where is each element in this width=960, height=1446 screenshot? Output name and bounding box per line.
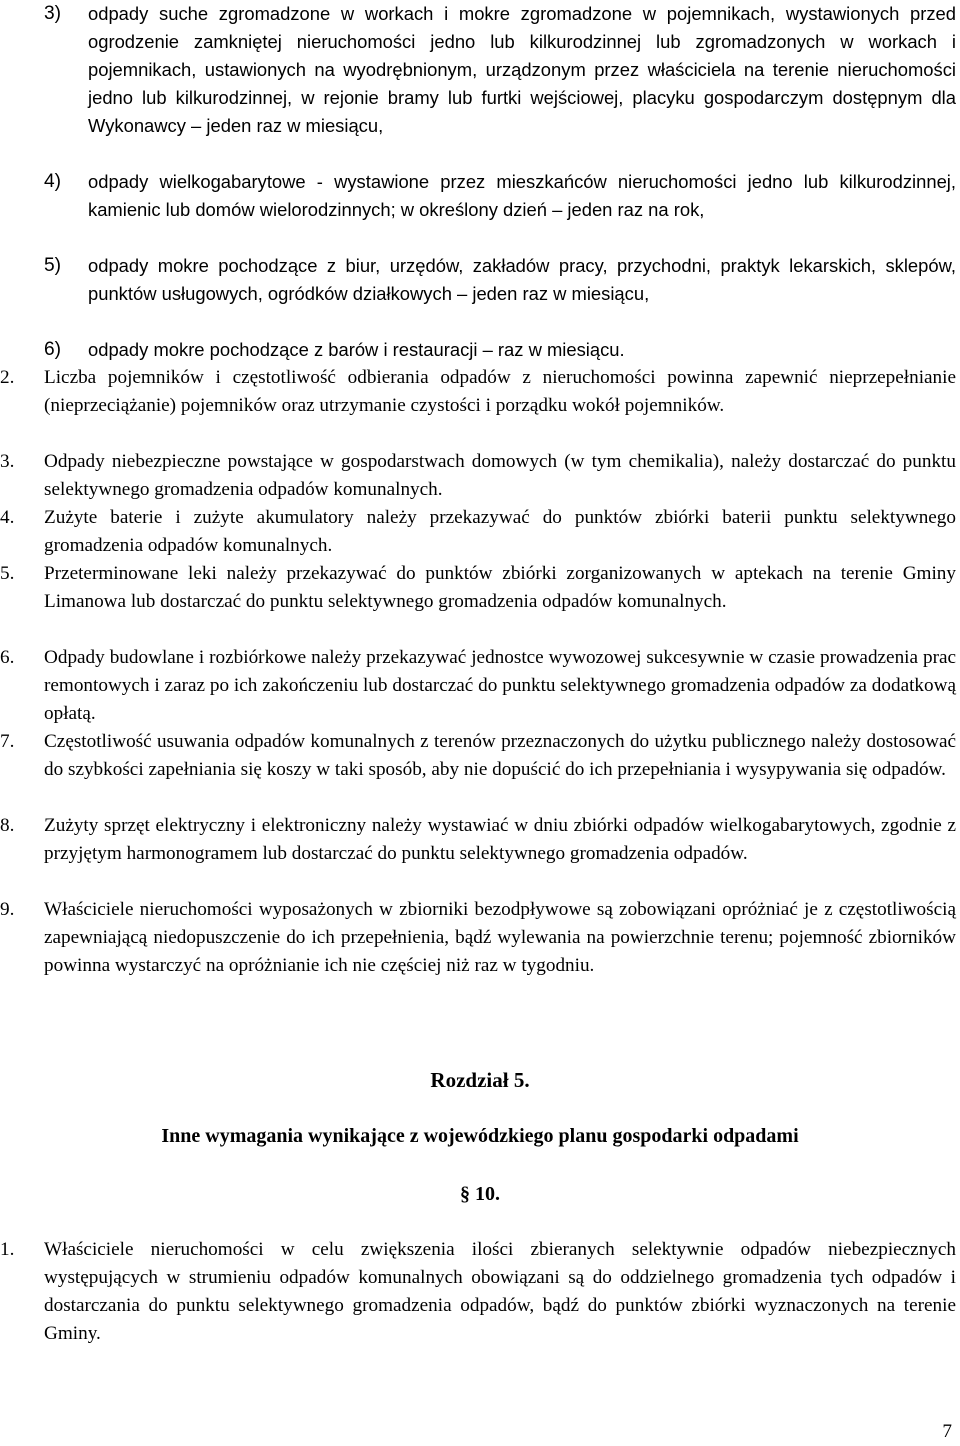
- numbered-item: [0, 812, 956, 868]
- list-item-number: 4): [44, 171, 62, 192]
- item-number: 8.: [0, 815, 15, 836]
- numbered-item: [0, 504, 956, 560]
- item-number: 4.: [0, 507, 15, 528]
- numbered-item: [0, 448, 956, 504]
- paragraph-heading: § 10.: [460, 1183, 500, 1205]
- item-number: 2.: [0, 367, 15, 388]
- item-text: Właściciele nieruchomości w celu zwiększenia ilości zbieranych selektywnie odpadów niebezpiecznych występujących w strumieniu odpadów komunalnych obowiązani są do oddzielnego gromadzenia tych odpadów i dostarczania do punktu selektywnego gromadzenia odpadów, bądź do punktów zbiórki wyznaczonych na terenie Gminy.: [44, 1239, 956, 1344]
- list-item-number: 3): [44, 3, 62, 24]
- list-item: [44, 336, 956, 364]
- list-item-text: odpady wielkogabarytowe - wystawione przez mieszkańców nieruchomości jedno lub kilkurodzinnej, kamienic lub domów wielorodzinnych; w określony dzień – jeden raz na rok,: [88, 171, 956, 220]
- item-number: 9.: [0, 899, 15, 920]
- item-number: 3.: [0, 451, 15, 472]
- list-item-number: 6): [44, 339, 62, 360]
- item-number: 6.: [0, 647, 15, 668]
- page-number: 7: [942, 1421, 952, 1442]
- numbered-item: [0, 560, 956, 616]
- item-text: Częstotliwość usuwania odpadów komunalnych z terenów przeznaczonych do użytku publicznego należy dostosować do szybkości zapełniania się koszy w taki sposób, aby nie dopuścić do ich przepełniania i wysypywania się odpadów.: [44, 731, 956, 780]
- list-item-text: odpady mokre pochodzące z barów i restauracji – raz w miesiącu.: [88, 339, 625, 360]
- numbered-item: [0, 1236, 956, 1348]
- item-number: 7.: [0, 731, 15, 752]
- numbered-item: [0, 896, 956, 980]
- list-item: [44, 168, 956, 224]
- item-text: Zużyty sprzęt elektryczny i elektroniczny należy wystawiać w dniu zbiórki odpadów wielkogabarytowych, zgodnie z przyjętym harmonogramem lub dostarczać do punktu selektywnego gromadzenia odpadów.: [44, 815, 956, 864]
- item-number: 5.: [0, 563, 15, 584]
- item-number: 1.: [0, 1239, 15, 1260]
- numbered-item: [0, 364, 956, 420]
- chapter-subtitle: Inne wymagania wynikające z wojewódzkiego planu gospodarki odpadami: [161, 1125, 799, 1147]
- item-text: Odpady budowlane i rozbiórkowe należy przekazywać jednostce wywozowej sukcesywnie w czasie prowadzenia prac remontowych i zaraz po ich zakończeniu lub dostarczać do punktu selektywnego gromadzenia odpadów za dodatkową opłatą.: [44, 647, 956, 724]
- numbered-item: [0, 728, 956, 784]
- item-text: Zużyte baterie i zużyte akumulatory należy przekazywać do punktów zbiórki baterii punktu selektywnego gromadzenia odpadów komunalnych.: [44, 507, 956, 556]
- list-item: [44, 0, 956, 140]
- item-text: Liczba pojemników i częstotliwość odbierania odpadów z nieruchomości powinna zapewnić nieprzepełnianie (nieprzeciążanie) pojemników oraz utrzymanie czystości i porządku wokół pojemników.: [44, 367, 956, 416]
- chapter-title: Rozdział 5.: [430, 1068, 530, 1092]
- item-text: Odpady niebezpieczne powstające w gospodarstwach domowych (w tym chemikalia), należy dostarczać do punktu selektywnego gromadzenia odpadów komunalnych.: [44, 451, 956, 500]
- item-text: Przeterminowane leki należy przekazywać do punktów zbiórki zorganizowanych w aptekach na terenie Gminy Limanowa lub dostarczać do punktu selektywnego gromadzenia odpadów komunalnych.: [44, 563, 956, 612]
- list-item-number: 5): [44, 255, 62, 276]
- list-item: [44, 252, 956, 308]
- list-item-text: odpady suche zgromadzone w workach i mokre zgromadzone w pojemnikach, wystawionych przed ogrodzenie zamkniętej nieruchomości jedno lub kilkurodzinnej lub zgromadzonych w workach i pojemnikach, ustawionych na wyodrębnionym, urządzonym przez właściciela na terenie nieruchomości jedno lub kilkurodzinnej, w rejonie bramy lub furtki wejściowej, placyku gospodarczym dostępnym dla Wykonawcy – jeden raz w miesiącu,: [88, 3, 956, 136]
- list-item-text: odpady mokre pochodzące z biur, urzędów, zakładów pracy, przychodni, praktyk lekarskich, sklepów, punktów usługowych, ogródków działkowych – jeden raz w miesiącu,: [88, 255, 956, 304]
- item-text: Właściciele nieruchomości wyposażonych w zbiorniki bezodpływowe są zobowiązani opróżniać je z częstotliwością zapewniającą niedopuszczenie do ich przepełnienia, bądź wylewania na powierzchnie terenu; pojemność zbiorników powinna wystarczyć na opróżnianie ich nie częściej niż raz w tygodniu.: [44, 899, 956, 976]
- numbered-item: [0, 644, 956, 728]
